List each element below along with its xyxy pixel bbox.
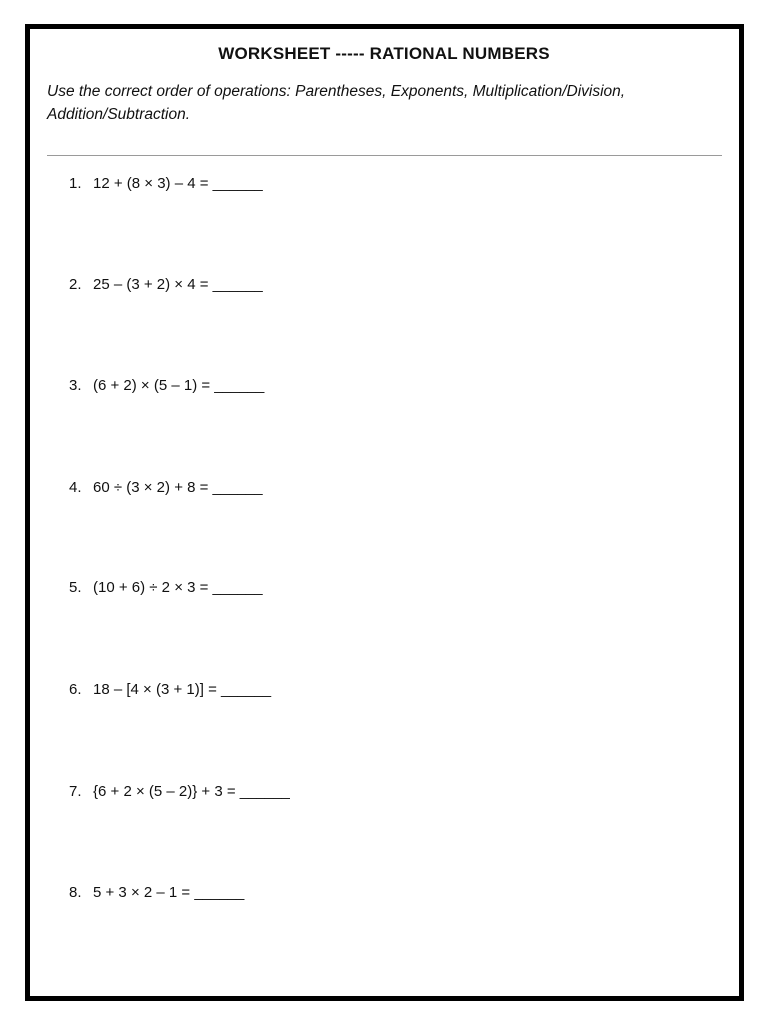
problem-expression: 60 ÷ (3 × 2) + 8 = ______ [93,479,263,496]
problem-expression: 12 + (8 × 3) – 4 = ______ [93,175,263,192]
problem-expression: (6 + 2) × (5 – 1) = ______ [93,377,265,394]
worksheet-title: WORKSHEET ----- RATIONAL NUMBERS [218,44,550,63]
instructions-text: Use the correct order of operations: Parentheses, Exponents, Multiplication/Division, Addition/Subtraction. [47,83,626,123]
divider-line [47,155,722,156]
problem-item [69,175,263,192]
problem-number: 5. [69,579,82,596]
problem-number: 2. [69,276,82,293]
problem-number: 7. [69,783,82,800]
problem-number: 8. [69,884,82,901]
problem-expression: {6 + 2 × (5 – 2)} + 3 = ______ [93,783,290,800]
problem-number: 1. [69,175,82,192]
problem-expression: (10 + 6) ÷ 2 × 3 = ______ [93,579,263,596]
problem-expression: 5 + 3 × 2 – 1 = ______ [93,884,245,901]
problem-item [69,681,271,698]
problem-number: 3. [69,377,82,394]
problem-number: 4. [69,479,82,496]
problem-number: 6. [69,681,82,698]
problem-item [69,276,263,293]
problem-expression: 25 – (3 + 2) × 4 = ______ [93,276,263,293]
page-border [25,24,744,1001]
problem-item [69,884,244,901]
problem-item [69,377,264,394]
problem-item [69,479,263,496]
problem-item [69,579,263,596]
problem-item [69,783,290,800]
problem-expression: 18 – [4 × (3 + 1)] = ______ [93,681,272,698]
